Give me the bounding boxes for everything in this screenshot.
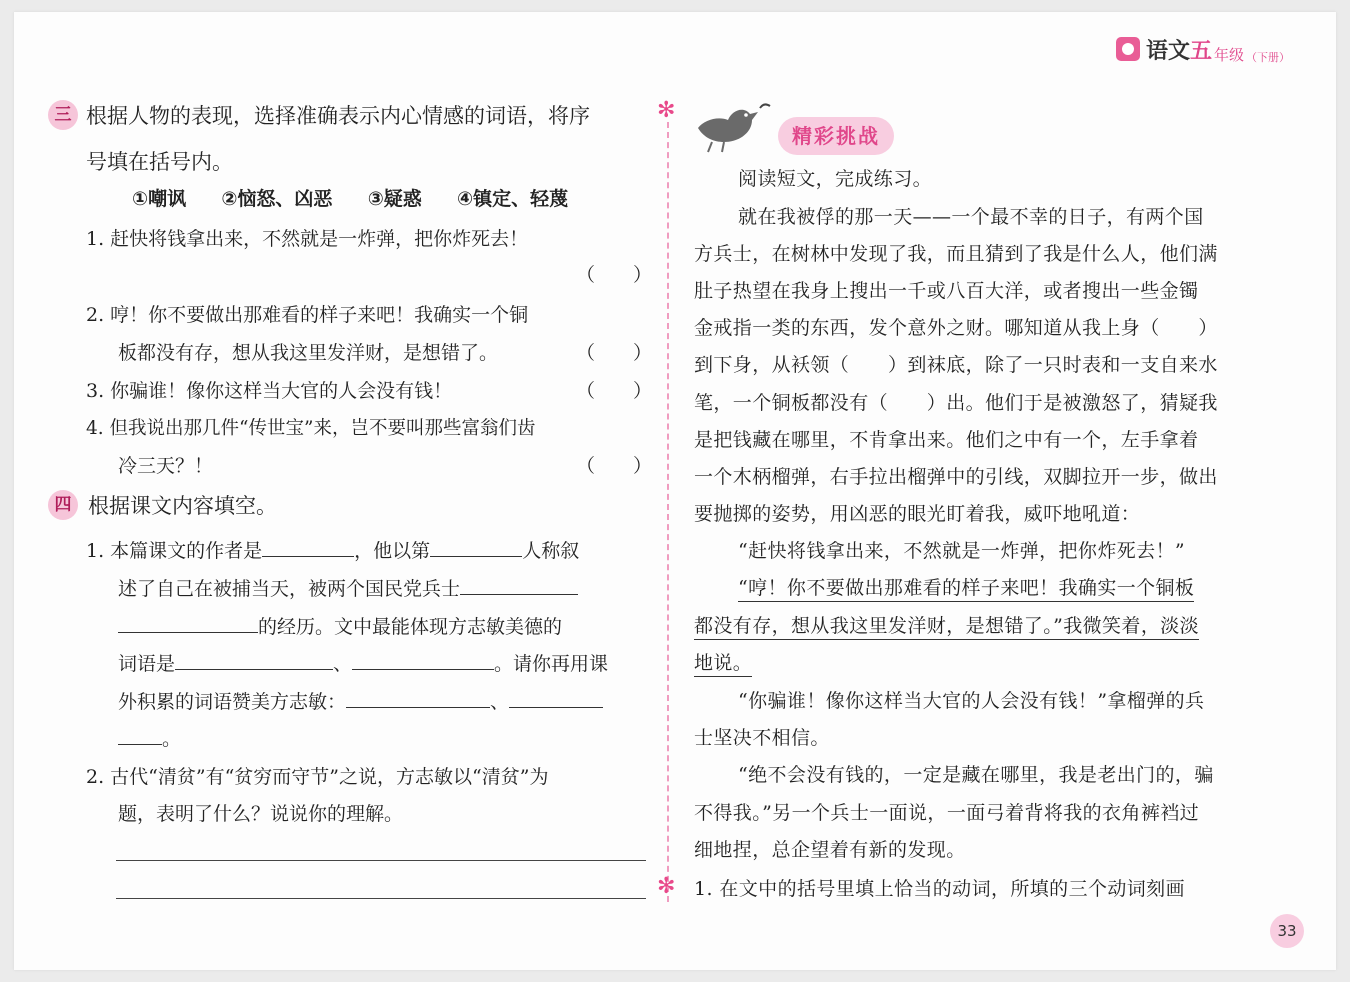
s4-q1-text-k: 。 xyxy=(162,728,182,750)
page-number: 33 xyxy=(1270,914,1304,948)
s4-q1-line1 xyxy=(86,536,579,563)
s4-q1-line6 xyxy=(118,724,181,751)
s3-item-3-answer[interactable]: （ ） xyxy=(576,380,653,402)
s3-item-3: 3. 你骗谁！像你这样当大官的人会没有钱！ xyxy=(86,380,453,402)
header-volume: （下册） xyxy=(1246,51,1290,64)
s3-item-1: 1. 赶快将钱拿出来，不然就是一炸弹，把你炸死去！ xyxy=(86,228,529,250)
s3-item-4-cont: 冷三天？！ xyxy=(118,455,214,477)
passage-line-3: 肚子热望在我身上搜出一千或八百大洋，或者搜出一些金镯 xyxy=(694,280,1199,302)
section-3-header xyxy=(48,100,590,130)
option-4: ④镇定、轻蔑 xyxy=(457,188,569,210)
exercise-1-question: 1. 在文中的括号里填上恰当的动词，所填的三个动词刻画 xyxy=(694,878,1185,900)
author-blank[interactable] xyxy=(262,555,354,557)
option-2: ②恼怒、凶恶 xyxy=(221,188,333,210)
s4-q1-text-a: 1. 本篇课文的作者是 xyxy=(86,540,263,562)
passage-line-12: 都没有存，想从我这里发洋财，是想错了。”我微笑着，淡淡 xyxy=(694,611,1199,640)
book-logo-icon xyxy=(1116,37,1140,61)
option-3: ③疑惑 xyxy=(367,188,422,210)
answer-line-1[interactable] xyxy=(116,860,646,861)
header-grade: 五 xyxy=(1189,39,1212,64)
answer-line-2[interactable] xyxy=(116,898,646,899)
s4-q1-text-e: 的经历。文中最能体现方志敏美德的 xyxy=(258,616,563,638)
s3-item-2-cont: 板都没有存，想从我这里发洋财，是想错了。 xyxy=(118,342,499,364)
challenge-tag: 精彩挑战 xyxy=(778,117,894,155)
virtue-word-blank-1[interactable] xyxy=(175,668,333,670)
praise-word-blank-1[interactable] xyxy=(346,706,490,708)
passage-line-10: “赶快将钱拿出来，不然就是一炸弹，把你炸死去！” xyxy=(738,540,1186,562)
passage-line-4: 金戒指一类的东西，发个意外之财。哪知道从我上身（ ） xyxy=(694,317,1218,339)
passage-line-5: 到下身，从袄领（ ）到袜底，除了一只时表和一支自来水 xyxy=(694,354,1218,376)
s3-item-2-answer[interactable]: （ ） xyxy=(576,342,653,364)
s3-item-4-answer[interactable]: （ ） xyxy=(576,455,653,477)
passage-line-17: 不得我。”另一个兵士一面说，一面弓着背将我的衣角裤裆过 xyxy=(694,802,1200,824)
passage-line-18: 细地捏，总企望着有新的发现。 xyxy=(694,839,966,861)
passage-line-11: “哼！你不要做出那难看的样子来吧！我确实一个铜板 xyxy=(738,573,1194,602)
section-3-title-cont: 号填在括号内。 xyxy=(86,150,233,174)
s4-q1-text-f: 词语是 xyxy=(118,653,176,675)
s4-q1-text-h: 。请你再用课 xyxy=(494,653,609,675)
passage-line-8: 一个木柄榴弹，右手拉出榴弹中的引线，双脚拉开一步，做出 xyxy=(694,466,1218,488)
passage-line-14: “你骗谁！像你这样当大官的人会没有钱！”拿榴弹的兵 xyxy=(738,690,1205,712)
s4-q1-line3 xyxy=(118,612,562,639)
praise-word-blank-2-cont[interactable] xyxy=(118,743,162,745)
passage-line-9: 要抛掷的姿势，用凶恶的眼光盯着我，威吓地吼道： xyxy=(694,503,1141,525)
s4-q2-line2: 题，表明了什么？说说你的理解。 xyxy=(118,803,404,825)
passage-line-13: 地说。 xyxy=(694,648,752,677)
column-divider xyxy=(667,122,669,902)
section-3-badge: 三 xyxy=(48,100,78,130)
passage-line-15: 士坚决不相信。 xyxy=(694,727,830,749)
passage-line-16: “绝不会没有钱的，一定是藏在哪里，我是老出门的，骗 xyxy=(738,764,1214,786)
divider-star-bottom-icon: ✻ xyxy=(657,874,676,899)
s3-item-4: 4. 但我说出那几件“传世宝”来，岂不要叫那些富翁们齿 xyxy=(86,418,536,439)
section-3-title: 根据人物的表现，选择准确表示内心情感的词语，将序 xyxy=(86,104,590,128)
section-4-title: 根据课文内容填空。 xyxy=(88,494,277,518)
passage-line-7: 是把钱藏在哪里，不肯拿出来。他们之中有一个，左手拿着 xyxy=(694,429,1199,451)
section-3-options xyxy=(132,184,568,211)
person-blank[interactable] xyxy=(430,555,522,557)
passage-line-1: 就在我被俘的那一天——一个最不幸的日子，有两个国 xyxy=(738,206,1204,228)
s3-item-1-answer[interactable]: （ ） xyxy=(576,264,653,286)
s4-q1-text-i: 外积累的词语赞美方志敏： xyxy=(118,691,347,713)
s4-q1-text-d: 述了自己在被捕当天，被两个国民党兵士 xyxy=(118,578,461,600)
soldiers-blank-a[interactable] xyxy=(460,593,578,595)
page-header xyxy=(1116,34,1290,65)
divider-star-top-icon: ✻ xyxy=(657,98,676,123)
section-4-badge: 四 xyxy=(48,490,78,520)
workbook-page xyxy=(14,12,1336,970)
header-subject: 语文 xyxy=(1145,39,1190,64)
header-grade-suffix: 年级 xyxy=(1213,46,1244,64)
s4-q1-text-c: 人称叙 xyxy=(522,540,580,562)
s4-q1-text-b: ，他以第 xyxy=(354,540,431,562)
s4-q1-line4 xyxy=(118,649,608,676)
section-4-header xyxy=(48,490,277,520)
option-1: ①嘲讽 xyxy=(132,188,187,210)
passage-line-2: 方兵士，在树林中发现了我，而且猜到了我是什么人，他们满 xyxy=(694,243,1218,265)
soldiers-blank-b[interactable] xyxy=(118,631,258,633)
passage-intro: 阅读短文，完成练习。 xyxy=(738,168,933,190)
s4-q1-text-j: 、 xyxy=(490,691,510,713)
s4-q1-text-g: 、 xyxy=(333,653,353,675)
s4-q1-line2 xyxy=(118,574,578,601)
s3-item-2: 2. 哼！你不要做出那难看的样子来吧！我确实一个铜 xyxy=(86,304,529,326)
bird-icon xyxy=(694,98,774,154)
praise-word-blank-2[interactable] xyxy=(509,706,603,708)
virtue-word-blank-2[interactable] xyxy=(352,668,494,670)
passage-line-6: 笔，一个铜板都没有（ ）出。他们于是被激怒了，猜疑我 xyxy=(694,392,1218,414)
s4-q2-line1: 2. 古代“清贫”有“贫穷而守节”之说，方志敏以“清贫”为 xyxy=(86,766,549,788)
s4-q1-line5 xyxy=(118,687,603,714)
